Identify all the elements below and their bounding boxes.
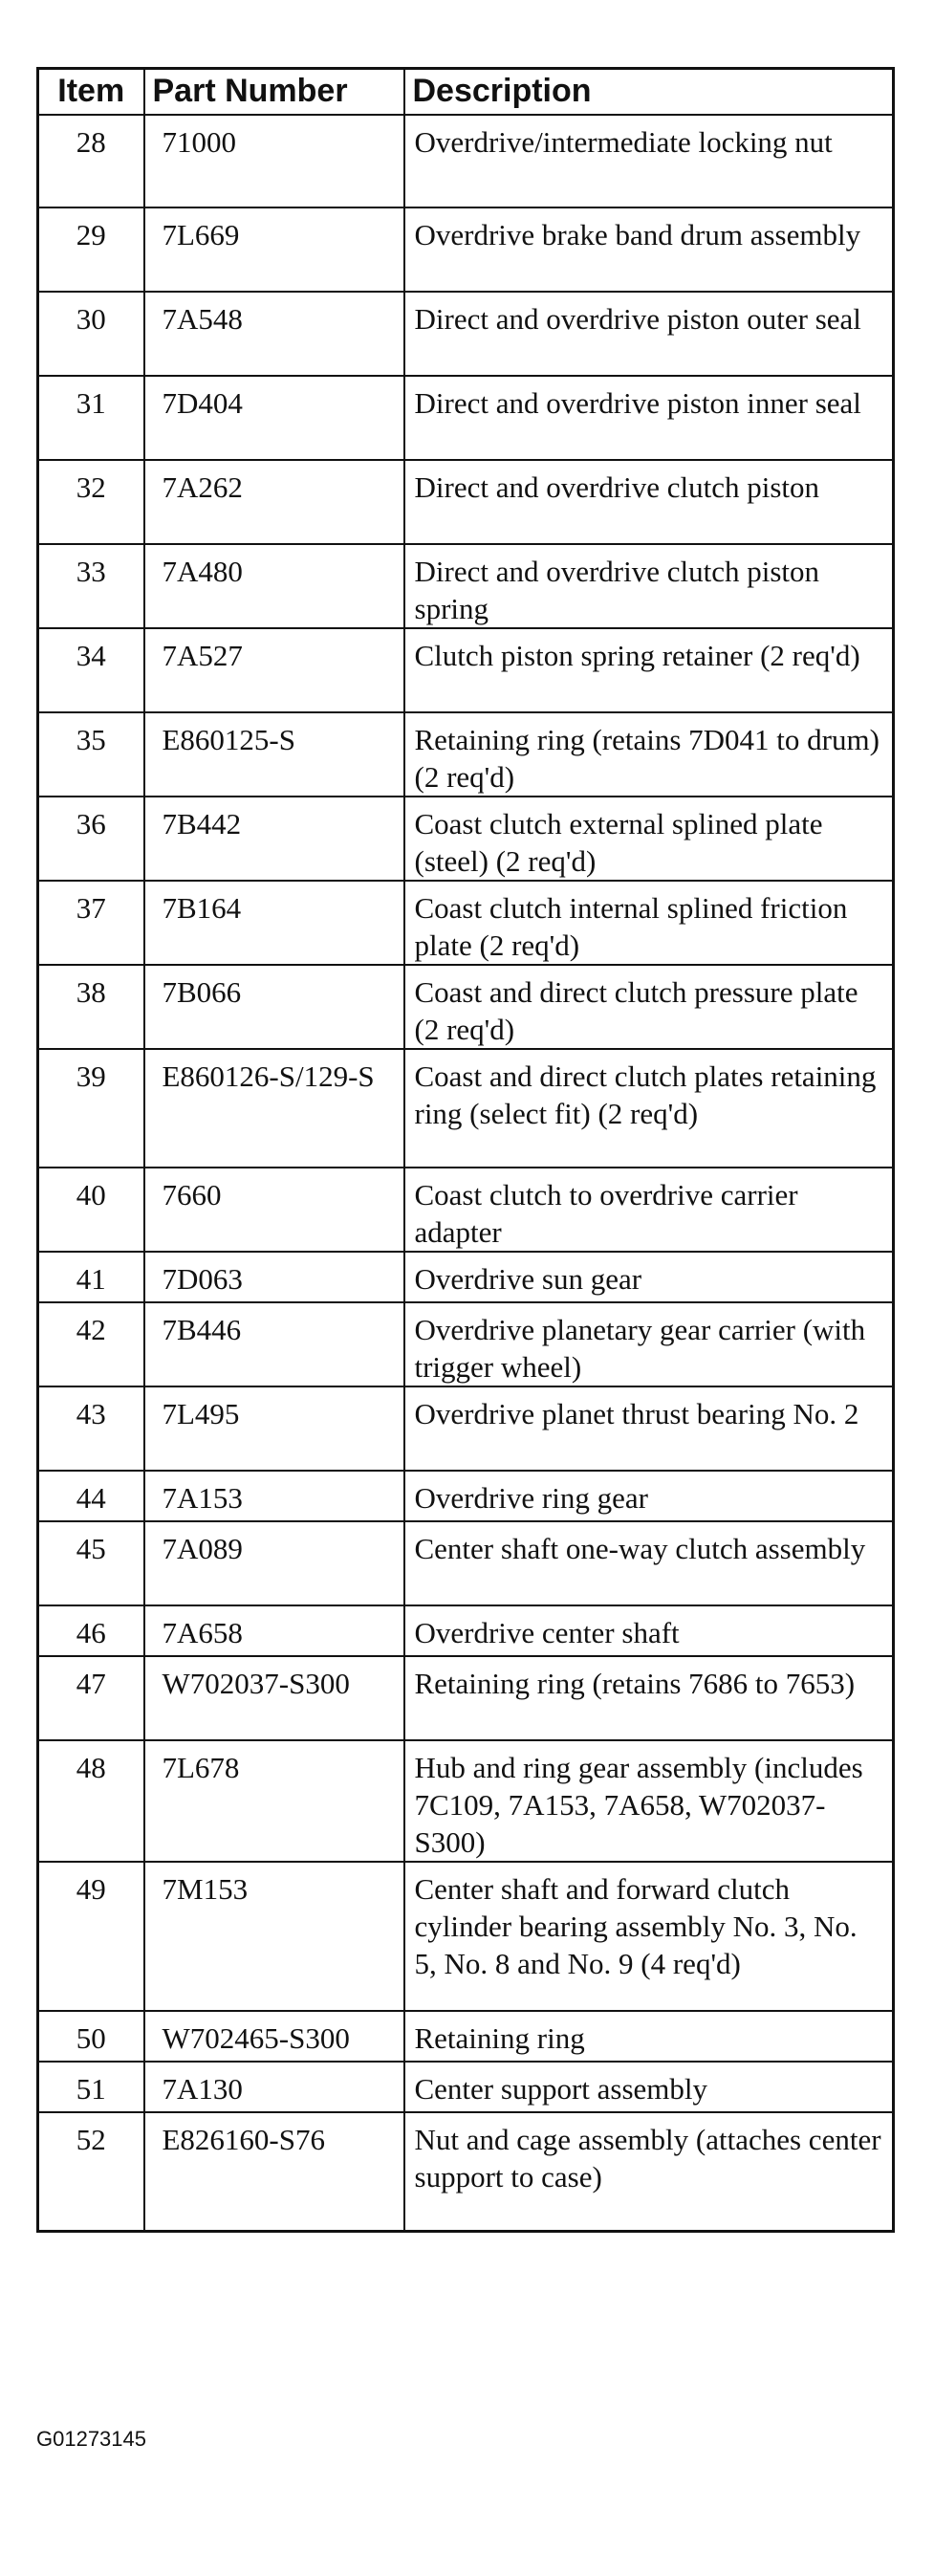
table-row — [38, 1471, 894, 1521]
cell-description: Coast clutch to overdrive carrier adapter — [404, 1168, 894, 1252]
table-row — [38, 460, 894, 544]
table-row — [38, 797, 894, 881]
table-row — [38, 881, 894, 965]
cell-part-number: 7D063 — [144, 1252, 404, 1302]
cell-description: Retaining ring (retains 7D041 to drum) (2 req'd) — [404, 712, 894, 797]
table-row — [38, 1605, 894, 1656]
table-row — [38, 1521, 894, 1605]
cell-item: 42 — [38, 1302, 144, 1386]
cell-part-number: 7L669 — [144, 207, 404, 292]
cell-item: 52 — [38, 2112, 144, 2231]
cell-item: 50 — [38, 2011, 144, 2062]
cell-description: Clutch piston spring retainer (2 req'd) — [404, 628, 894, 712]
cell-description: Overdrive brake band drum assembly — [404, 207, 894, 292]
cell-part-number: 7B446 — [144, 1302, 404, 1386]
cell-item: 46 — [38, 1605, 144, 1656]
cell-part-number: 7L678 — [144, 1740, 404, 1862]
cell-part-number: 7660 — [144, 1168, 404, 1252]
cell-part-number: E860125-S — [144, 712, 404, 797]
table-row — [38, 207, 894, 292]
cell-item: 29 — [38, 207, 144, 292]
cell-description: Overdrive ring gear — [404, 1471, 894, 1521]
header-item: Item — [38, 69, 144, 116]
table-row — [38, 2062, 894, 2112]
cell-part-number: 71000 — [144, 115, 404, 207]
cell-description: Nut and cage assembly (attaches center support to case) — [404, 2112, 894, 2231]
cell-part-number: W702037-S300 — [144, 1656, 404, 1740]
table-row — [38, 2011, 894, 2062]
cell-description: Center shaft one-way clutch assembly — [404, 1521, 894, 1605]
cell-description: Direct and overdrive clutch piston spring — [404, 544, 894, 628]
cell-part-number: W702465-S300 — [144, 2011, 404, 2062]
cell-description: Coast and direct clutch pressure plate (2 req'd) — [404, 965, 894, 1049]
cell-item: 51 — [38, 2062, 144, 2112]
cell-description: Overdrive planetary gear carrier (with trigger wheel) — [404, 1302, 894, 1386]
cell-item: 44 — [38, 1471, 144, 1521]
figure-code: G01273145 — [36, 2427, 146, 2451]
cell-part-number: 7B066 — [144, 965, 404, 1049]
cell-part-number: 7A480 — [144, 544, 404, 628]
cell-description: Coast and direct clutch plates retaining ring (select fit) (2 req'd) — [404, 1049, 894, 1168]
table-row — [38, 628, 894, 712]
cell-item: 37 — [38, 881, 144, 965]
cell-item: 35 — [38, 712, 144, 797]
table-row — [38, 115, 894, 207]
cell-part-number: E826160-S76 — [144, 2112, 404, 2231]
cell-part-number: 7B164 — [144, 881, 404, 965]
cell-description: Direct and overdrive piston inner seal — [404, 376, 894, 460]
cell-part-number: 7M153 — [144, 1862, 404, 2011]
cell-part-number: 7D404 — [144, 376, 404, 460]
cell-part-number: 7A548 — [144, 292, 404, 376]
cell-item: 41 — [38, 1252, 144, 1302]
header-part-number: Part Number — [144, 69, 404, 116]
table-row — [38, 1656, 894, 1740]
cell-item: 48 — [38, 1740, 144, 1862]
cell-part-number: 7A130 — [144, 2062, 404, 2112]
cell-description: Coast clutch internal splined friction plate (2 req'd) — [404, 881, 894, 965]
cell-description: Hub and ring gear assembly (includes 7C109, 7A153, 7A658, W702037-S300) — [404, 1740, 894, 1862]
cell-part-number: 7A527 — [144, 628, 404, 712]
cell-item: 47 — [38, 1656, 144, 1740]
cell-item: 30 — [38, 292, 144, 376]
cell-description: Direct and overdrive piston outer seal — [404, 292, 894, 376]
cell-item: 31 — [38, 376, 144, 460]
header-row — [38, 69, 894, 116]
cell-part-number: 7A658 — [144, 1605, 404, 1656]
table-row — [38, 1740, 894, 1862]
cell-part-number: 7A089 — [144, 1521, 404, 1605]
table-row — [38, 965, 894, 1049]
cell-item: 33 — [38, 544, 144, 628]
cell-item: 34 — [38, 628, 144, 712]
cell-item: 40 — [38, 1168, 144, 1252]
cell-item: 36 — [38, 797, 144, 881]
cell-item: 45 — [38, 1521, 144, 1605]
table-row — [38, 1049, 894, 1168]
cell-description: Overdrive planet thrust bearing No. 2 — [404, 1386, 894, 1471]
cell-description: Retaining ring — [404, 2011, 894, 2062]
table-row — [38, 2112, 894, 2231]
cell-description: Overdrive center shaft — [404, 1605, 894, 1656]
table-row — [38, 292, 894, 376]
table-row — [38, 1862, 894, 2011]
cell-item: 49 — [38, 1862, 144, 2011]
cell-part-number: 7B442 — [144, 797, 404, 881]
cell-description: Center shaft and forward clutch cylinder bearing assembly No. 3, No. 5, No. 8 and No. 9 (4 req'd) — [404, 1862, 894, 2011]
cell-item: 43 — [38, 1386, 144, 1471]
table-row — [38, 1302, 894, 1386]
cell-item: 32 — [38, 460, 144, 544]
parts-table — [36, 67, 895, 2233]
cell-description: Direct and overdrive clutch piston — [404, 460, 894, 544]
cell-description: Coast clutch external splined plate (steel) (2 req'd) — [404, 797, 894, 881]
table-row — [38, 1168, 894, 1252]
cell-part-number: 7A262 — [144, 460, 404, 544]
cell-item: 38 — [38, 965, 144, 1049]
cell-item: 39 — [38, 1049, 144, 1168]
cell-description: Center support assembly — [404, 2062, 894, 2112]
cell-part-number: 7A153 — [144, 1471, 404, 1521]
cell-description: Overdrive sun gear — [404, 1252, 894, 1302]
table-row — [38, 712, 894, 797]
table-row — [38, 544, 894, 628]
header-description: Description — [404, 69, 894, 116]
cell-part-number: E860126-S/129-S — [144, 1049, 404, 1168]
cell-description: Overdrive/intermediate locking nut — [404, 115, 894, 207]
table-row — [38, 1386, 894, 1471]
table-row — [38, 376, 894, 460]
cell-item: 28 — [38, 115, 144, 207]
cell-part-number: 7L495 — [144, 1386, 404, 1471]
cell-description: Retaining ring (retains 7686 to 7653) — [404, 1656, 894, 1740]
table-row — [38, 1252, 894, 1302]
